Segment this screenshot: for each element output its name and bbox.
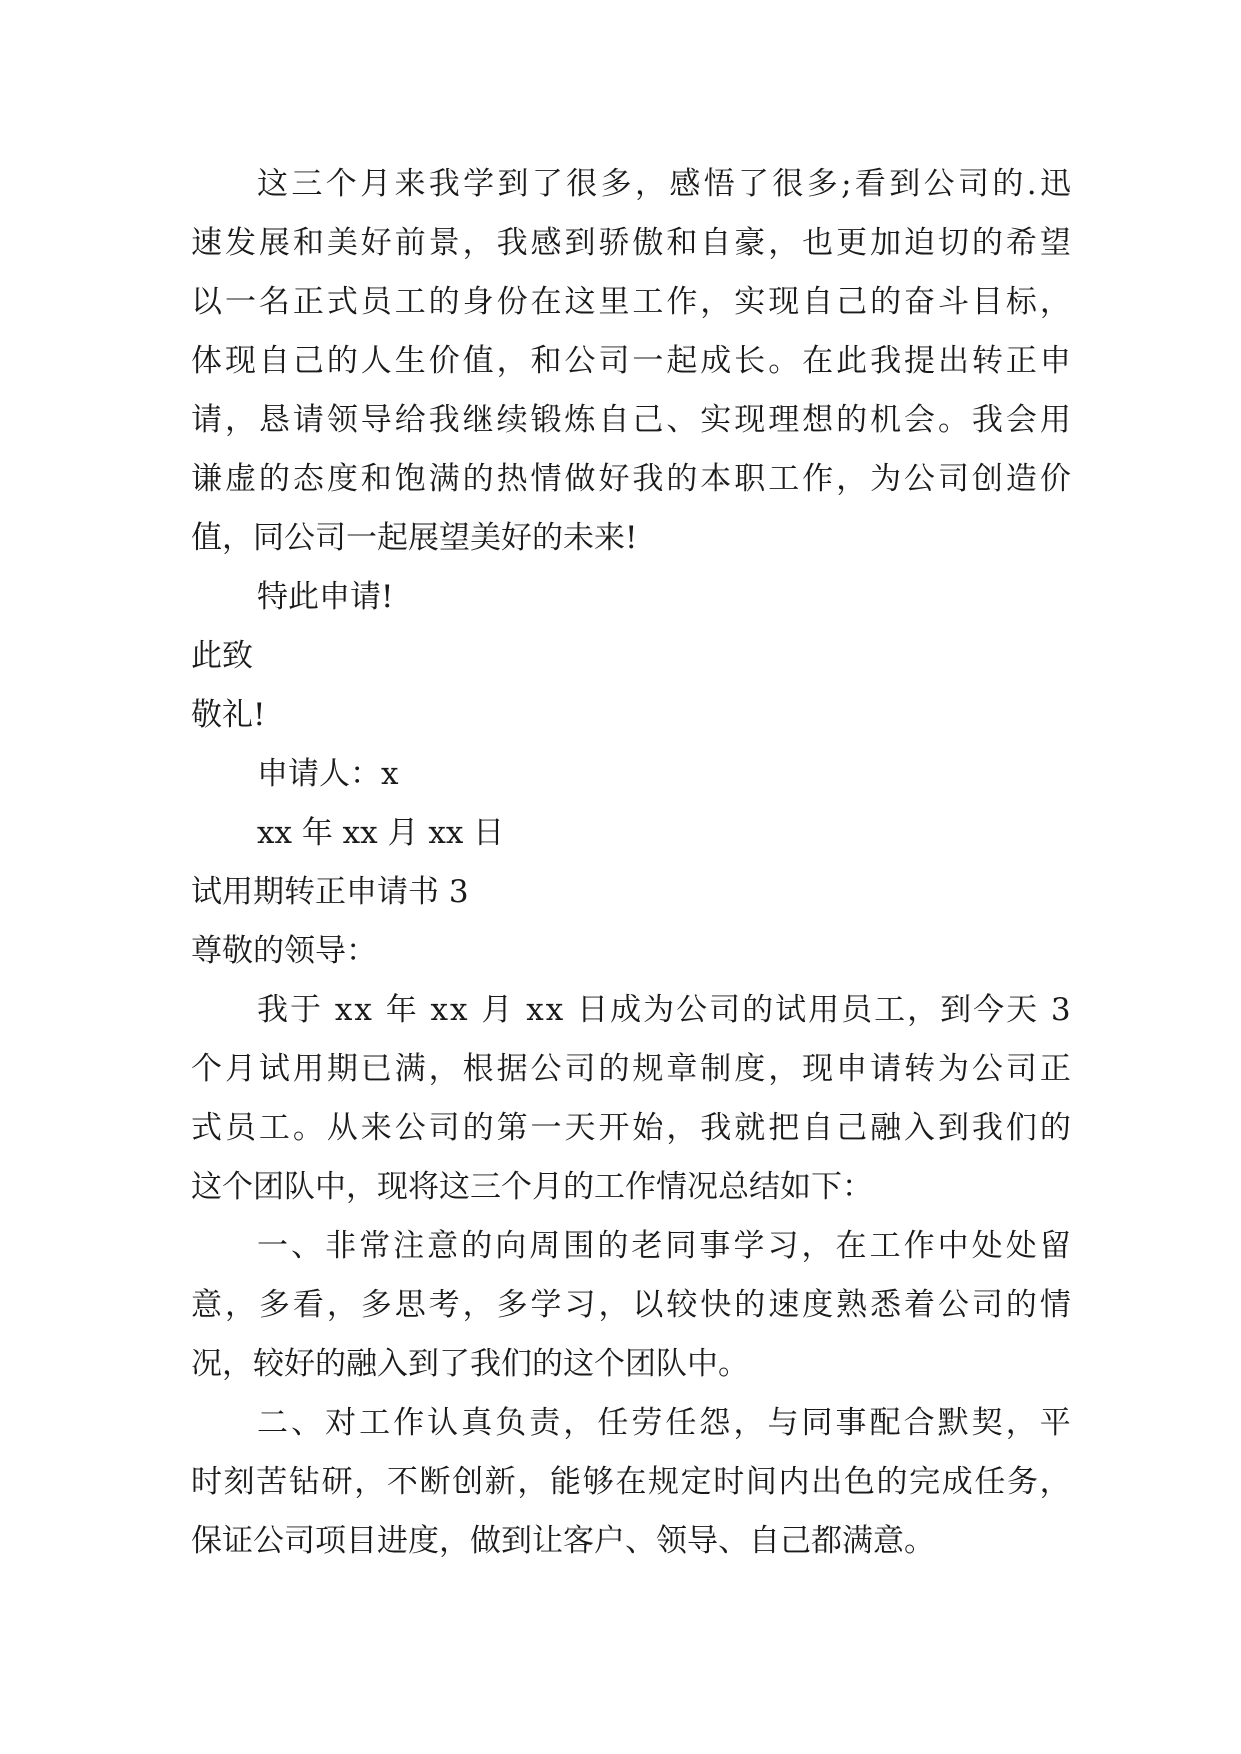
paragraph-line: 值，同公司一起展望美好的未来! <box>191 520 638 556</box>
paragraph-line: 二 、 对 工 作 认 真 负 责 ， 任 劳 任 怨 ， 与 同 事 配 合 默 契 ， 平 <box>257 1405 1071 1441</box>
paragraph-line: 这个团队中，现将这三个月的工作情况总结如下： <box>191 1169 873 1205</box>
salutation-line: 敬礼! <box>191 697 266 733</box>
applicant-signature: 申请人：x <box>257 756 399 792</box>
salutation-line: 此致 <box>191 638 253 674</box>
paragraph-line: 请 ， 恳 请 领 导 给 我 继 续 锻 炼 自 己 、 实 现 理 想 的 机 会 。 我 会 用 <box>191 402 1071 438</box>
paragraph-line: 我 于 x x 年 x x 月 x x 日 成 为 公 司 的 试 用 员 工 ， 到 今 天 3 <box>257 992 1071 1028</box>
closing-request: 特此申请! <box>257 579 394 615</box>
paragraph-line: 谦 虚 的 态 度 和 饱 满 的 热 情 做 好 我 的 本 职 工 作 ， 为 公 司 创 造 价 <box>191 461 1071 497</box>
document-body <box>191 155 1071 1571</box>
paragraph-line: 一 、 非 常 注 意 的 向 周 围 的 老 同 事 学 习 ， 在 工 作 中 处 处 留 <box>257 1228 1071 1264</box>
paragraph-line: 体 现 自 己 的 人 生 价 值 ， 和 公 司 一 起 成 长 。 在 此 我 提 出 转 正 申 <box>191 343 1071 379</box>
paragraph-line: 式 员 工 。 从 来 公 司 的 第 一 天 开 始 ， 我 就 把 自 己 融 入 到 我 们 的 <box>191 1110 1071 1146</box>
paragraph-line: 以 一 名 正 式 员 工 的 身 份 在 这 里 工 作 ， 实 现 自 己 的 奋 斗 目 标 ， <box>191 284 1071 320</box>
paragraph-line: 保证公司项目进度，做到让客户、领导、自己都满意。 <box>191 1523 935 1559</box>
greeting-line: 尊敬的领导： <box>191 933 377 969</box>
paragraph-line: 意 ， 多 看 ， 多 思 考 ， 多 学 习 ， 以 较 快 的 速 度 熟 悉 着 公 司 的 情 <box>191 1287 1071 1323</box>
date-line: xx 年 xx 月 xx 日 <box>257 815 505 851</box>
paragraph-line: 速 发 展 和 美 好 前 景 ， 我 感 到 骄 傲 和 自 豪 ， 也 更 加 迫 切 的 希 望 <box>191 225 1071 261</box>
paragraph-line: 这 三 个 月 来 我 学 到 了 很 多 ， 感 悟 了 很 多 ; 看 到 公 司 的 . 迅 <box>257 166 1071 202</box>
paragraph-line: 个 月 试 用 期 已 满 ， 根 据 公 司 的 规 章 制 度 ， 现 申 请 转 为 公 司 正 <box>191 1051 1071 1087</box>
section-title: 试用期转正申请书 3 <box>191 874 469 910</box>
paragraph-line: 时 刻 苦 钻 研 ， 不 断 创 新 ， 能 够 在 规 定 时 间 内 出 色 的 完 成 任 务 ， <box>191 1464 1071 1500</box>
paragraph-line: 况，较好的融入到了我们的这个团队中。 <box>191 1346 749 1382</box>
